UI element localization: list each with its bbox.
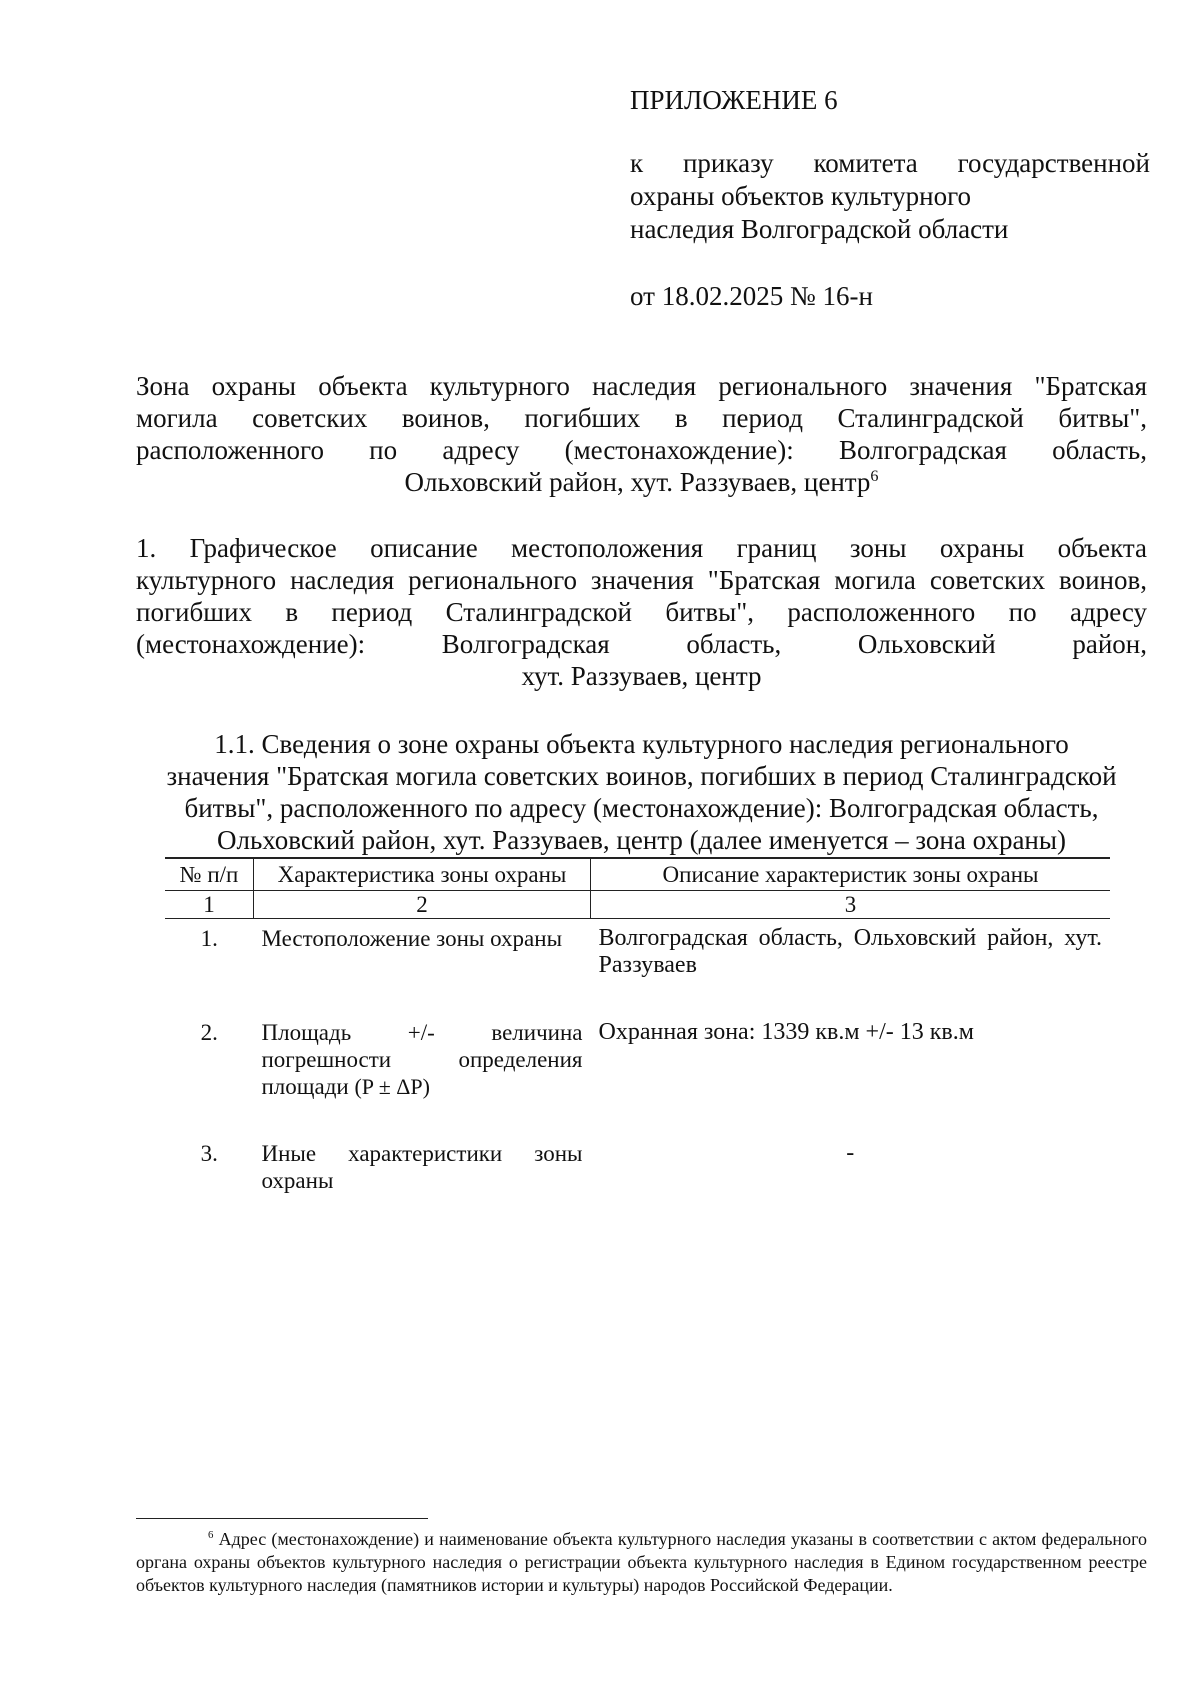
footnote [136, 1528, 1147, 1597]
header-description: Описание характеристик зоны охраны [591, 858, 1111, 891]
header-characteristic: Характеристика зоны охраны [254, 858, 591, 891]
zone-title-line-2: могила советских воинов, погибших в период Сталинградской битвы", [136, 403, 1147, 433]
section-1-line-2: культурного наследия регионального значения "Братская могила советских воинов, [136, 565, 1147, 595]
area-formula: (P ± ΔP) [354, 1074, 430, 1099]
footnote-text: Адрес (местонахождение) и наименование объекта культурного наследия указаны в соответствии с актом федерального органа охраны объектов культурного наследия о регистрации объекта культурного наследия в Едином государственном реестре объектов культурного наследия (памятников истории и культуры) народов Российской Федерации. [136, 1529, 1147, 1595]
table-row [165, 1013, 1110, 1134]
order-date: от 18.02.2025 № 16-н [630, 281, 873, 311]
footnote-lead [136, 1529, 213, 1549]
appendix-subtitle [630, 147, 1150, 246]
row-characteristic: Иные характеристики зоны охраны [261, 1141, 583, 1193]
appendix-line-3: наследия Волгоградской области [630, 214, 1009, 244]
appendix-header [630, 84, 1150, 313]
appendix-line-2: охраны объектов культурного [630, 181, 971, 211]
zone-title-line-4 [136, 466, 1147, 498]
row-number: 1. [200, 926, 218, 951]
row-description: - [846, 1140, 855, 1166]
appendix-title: ПРИЛОЖЕНИЕ 6 [630, 85, 838, 115]
row-number: 3. [200, 1141, 218, 1166]
row-characteristic: Местоположение зоны охраны [261, 926, 563, 951]
appendix-line-1: к приказу комитета государственной [630, 148, 1150, 178]
row-characteristic-text: Площадь +/- величина погрешности определения площади [261, 1020, 583, 1099]
section-1-1-line-3: битвы", расположенного по адресу (местонахождение): Волгоградская область, [184, 793, 1099, 823]
zone-title-line-4-text: Ольховский район, хут. Раззуваев, центр [404, 467, 871, 497]
section-1-1-line-4: Ольховский район, хут. Раззуваев, центр (далее именуется – зона охраны) [216, 825, 1067, 855]
row-description: Охранная зона: 1339 кв.м +/- 13 кв.м [598, 1019, 974, 1045]
row-characteristic [254, 1013, 591, 1134]
table-row [165, 1134, 1110, 1196]
zone-title-line-1: Зона охраны объекта культурного наследия регионального значения "Братская [136, 371, 1147, 401]
column-number: 2 [254, 891, 591, 919]
column-number-row [165, 891, 1110, 919]
section-1-line-4: (местонахождение): Волгоградская область, Ольховский район, [136, 629, 1147, 659]
section-1-1-line-1: 1.1. Сведения о зоне охраны объекта культурного наследия регионального [214, 729, 1069, 759]
footnote-number: 6 [208, 1529, 214, 1541]
column-number: 1 [165, 891, 254, 919]
zone-title-line-3: расположенного по адресу (местонахождение): Волгоградская область, [136, 435, 1147, 465]
section-1-line-1: 1. Графическое описание местоположения границ зоны охраны объекта [136, 533, 1147, 563]
row-description: Волгоградская область, Ольховский район, хут. Раззуваев [598, 925, 1102, 978]
characteristics-table [165, 857, 1110, 1196]
table-row [165, 919, 1110, 1014]
table-header-row [165, 858, 1110, 891]
footnote-ref: 6 [870, 467, 879, 485]
row-number: 2. [200, 1020, 218, 1045]
column-number: 3 [591, 891, 1111, 919]
footnote-separator [136, 1518, 428, 1519]
section-1-line-5: хут. Раззуваев, центр [521, 661, 762, 691]
section-1-1-line-2: значения "Братская могила советских воинов, погибших в период Сталинградской [166, 761, 1117, 791]
header-number: № п/п [165, 858, 254, 891]
zone-title [136, 370, 1147, 498]
section-1-line-3: погибших в период Сталинградской битвы", расположенного по адресу [136, 597, 1147, 627]
section-1 [136, 532, 1147, 692]
section-1-1 [136, 728, 1147, 856]
